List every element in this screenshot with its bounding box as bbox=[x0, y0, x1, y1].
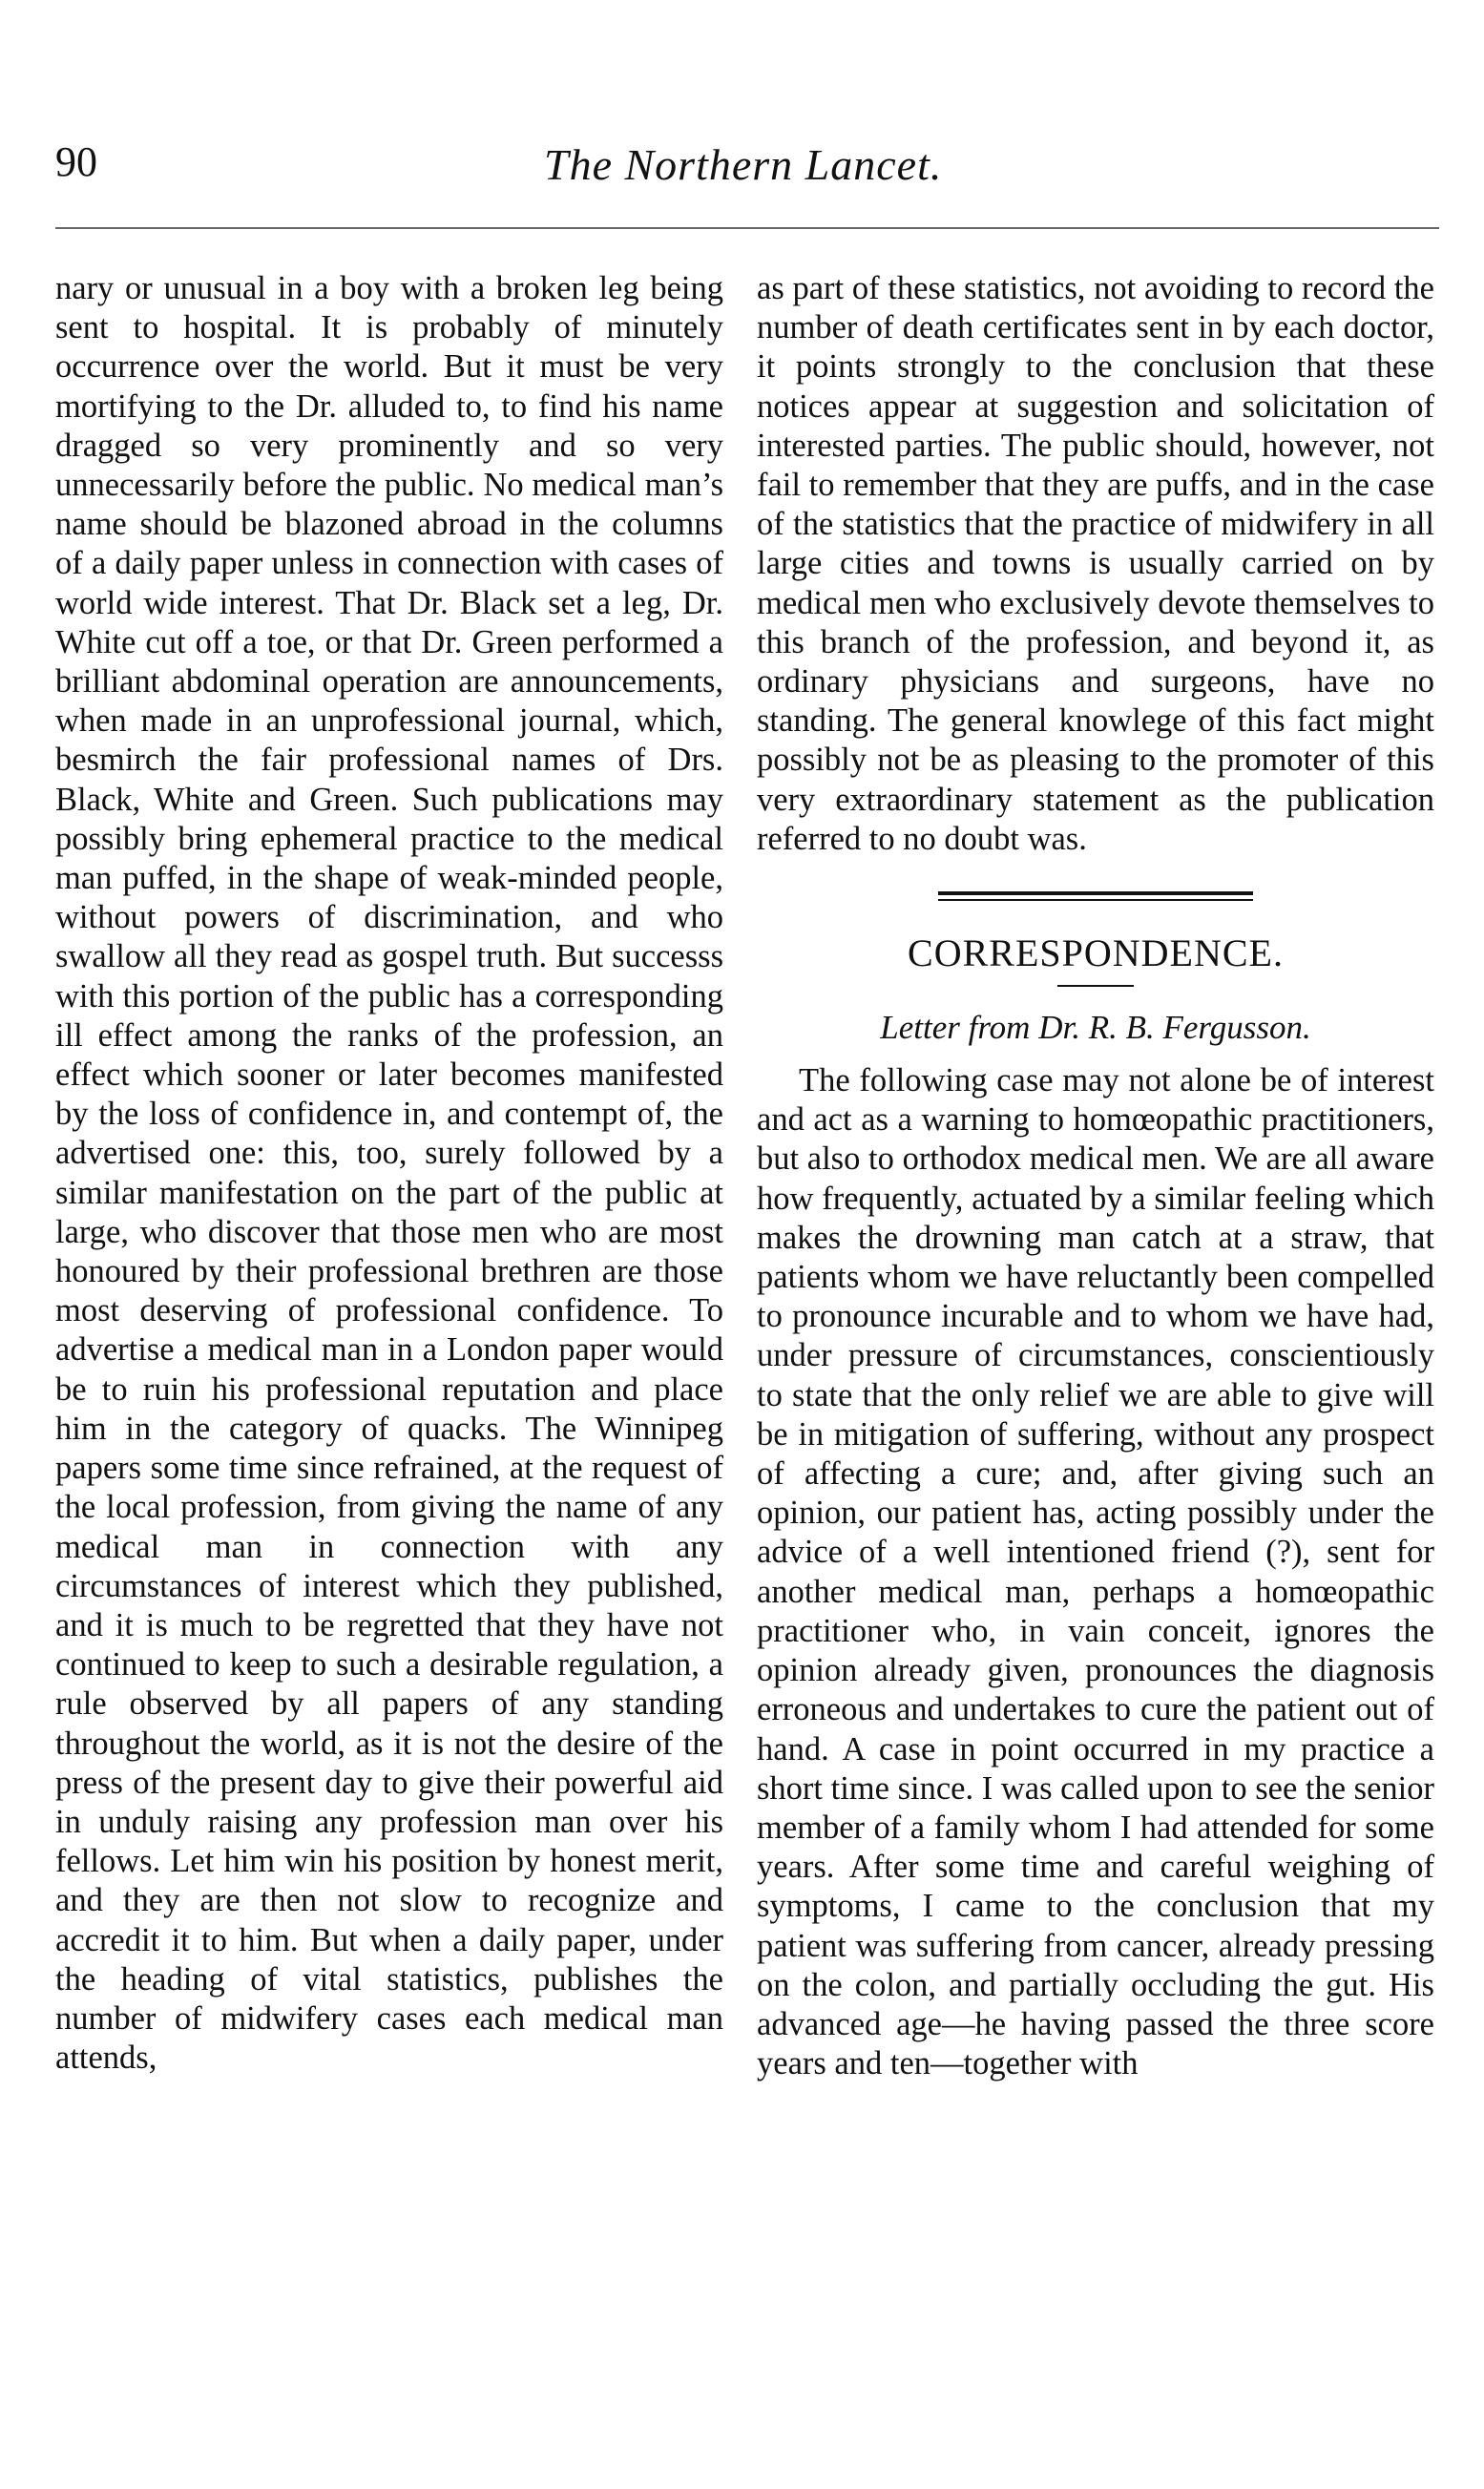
right-paragraph-letter: The following case may not alone be of interest and act as a warning to homœopathic practitioners, but also to orthodox medical men. We are all aware how frequently, actuated by a similar feeling which makes the drowning man catch at a straw, that patients whom we have reluctantly been compelled to pronounce incurable and to whom we have had, under pressure of circumstances, conscientiously to state that the only relief we are able to give will be in mitigation of suffering, without any prospect of affecting a cure; and, after giving such an opinion, our patient has, acting possibly under the advice of a well intentioned friend (?), sent for another medical man, perhaps a homœopathic practitioner who, in vain conceit, ignores the opinion already given, pronounces the diagnosis erroneous and undertakes to cure the patient out of hand. A case in point occurred in my practice a short time since. I was called upon to see the senior member of a family whom I had attended for some years. After some time and careful weighing of symptoms, I came to the conclusion that my patient was suffering from cancer, already pressing on the colon, and partially occluding the gut. His advanced age—he having passed the three score years and ten—together with bbox=[757, 1062, 1434, 2082]
left-paragraph: nary or unusual in a boy with a broken leg being sent to hospital. It is probably of minutely occurrence over the world. But it must be very mortifying to the Dr. alluded to, to find his name dragged so very prominently and so very unnecessarily before the public. No medical man’s name should be blazoned abroad in the columns of a daily paper unless in connection with cases of world wide interest. That Dr. Black set a leg, Dr. White cut off a toe, or that Dr. Green performed a brilliant abdominal operation are announcements, when made in an unprofessional journal, which, besmirch the fair professional names of Drs. Black, White and Green. Such publications may possibly bring ephemeral practice to the medical man puffed, in the shape of weak-minded people, without powers of discrimination, and who swallow all they read as gospel truth. But successs with this portion of the public has a corresponding ill effect among the ranks of the profession, an effect which sooner or later becomes manifested by the loss of confidence in, and contempt of, the advertised one: this, too, surely followed by a similar manifestation on the part of the public at large, who discover that those men who are most honoured by their professional brethren are those most deserving of professional confidence. To advertise a medical man in a London paper would be to ruin his professional reputation and place him in the category of quacks. The Winnipeg papers some time since refrained, at the request of the local profession, from giving the name of any medical man in connection with any circumstances of interest which they published, and it is much to be regretted that they have not continued to keep to such a desirable regulation, a rule observed by all papers of any standing throughout the world, as it is not the desire of the press of the present day to give their powerful aid in unduly raising any profession man over his fellows. Let him win his position by honest merit, and they are then not slow to recognize and accredit it to him. But when a daily paper, under the heading of vital statistics, publishes the number of midwifery cases each medical man attends, bbox=[55, 270, 723, 2077]
heading-rule bbox=[1057, 985, 1134, 987]
section-divider bbox=[938, 891, 1253, 901]
right-paragraph-statistics: as part of these statistics, not avoiding to record the number of death certificates sent in by each doctor, it points strongly to the conclusion that these notices appear at suggestion and solicitation of interested parties. The public should, however, not fail to remember that they are puffs, and in the case of the statistics that the practice of midwifery in all large cities and towns is usually carried on by medical men who exclusively devote themselves to this branch of the profession, and beyond it, as ordinary physicians and surgeons, have no standing. The general knowlege of this fact might possibly not be as pleasing to the promoter of this very extraordinary statement as the publication referred to no doubt was. bbox=[757, 270, 1434, 857]
right-column bbox=[757, 269, 1434, 2083]
left-column bbox=[55, 269, 723, 2078]
header-rule bbox=[55, 227, 1439, 229]
section-divider-thin-line bbox=[938, 899, 1253, 901]
section-divider-thick-line bbox=[938, 891, 1253, 895]
page-number: 90 bbox=[55, 138, 97, 185]
section-heading: CORRESPONDENCE. bbox=[908, 931, 1284, 975]
running-title: The Northern Lancet. bbox=[544, 140, 943, 189]
letter-title: Letter from Dr. R. B. Fergusson. bbox=[880, 1009, 1311, 1047]
